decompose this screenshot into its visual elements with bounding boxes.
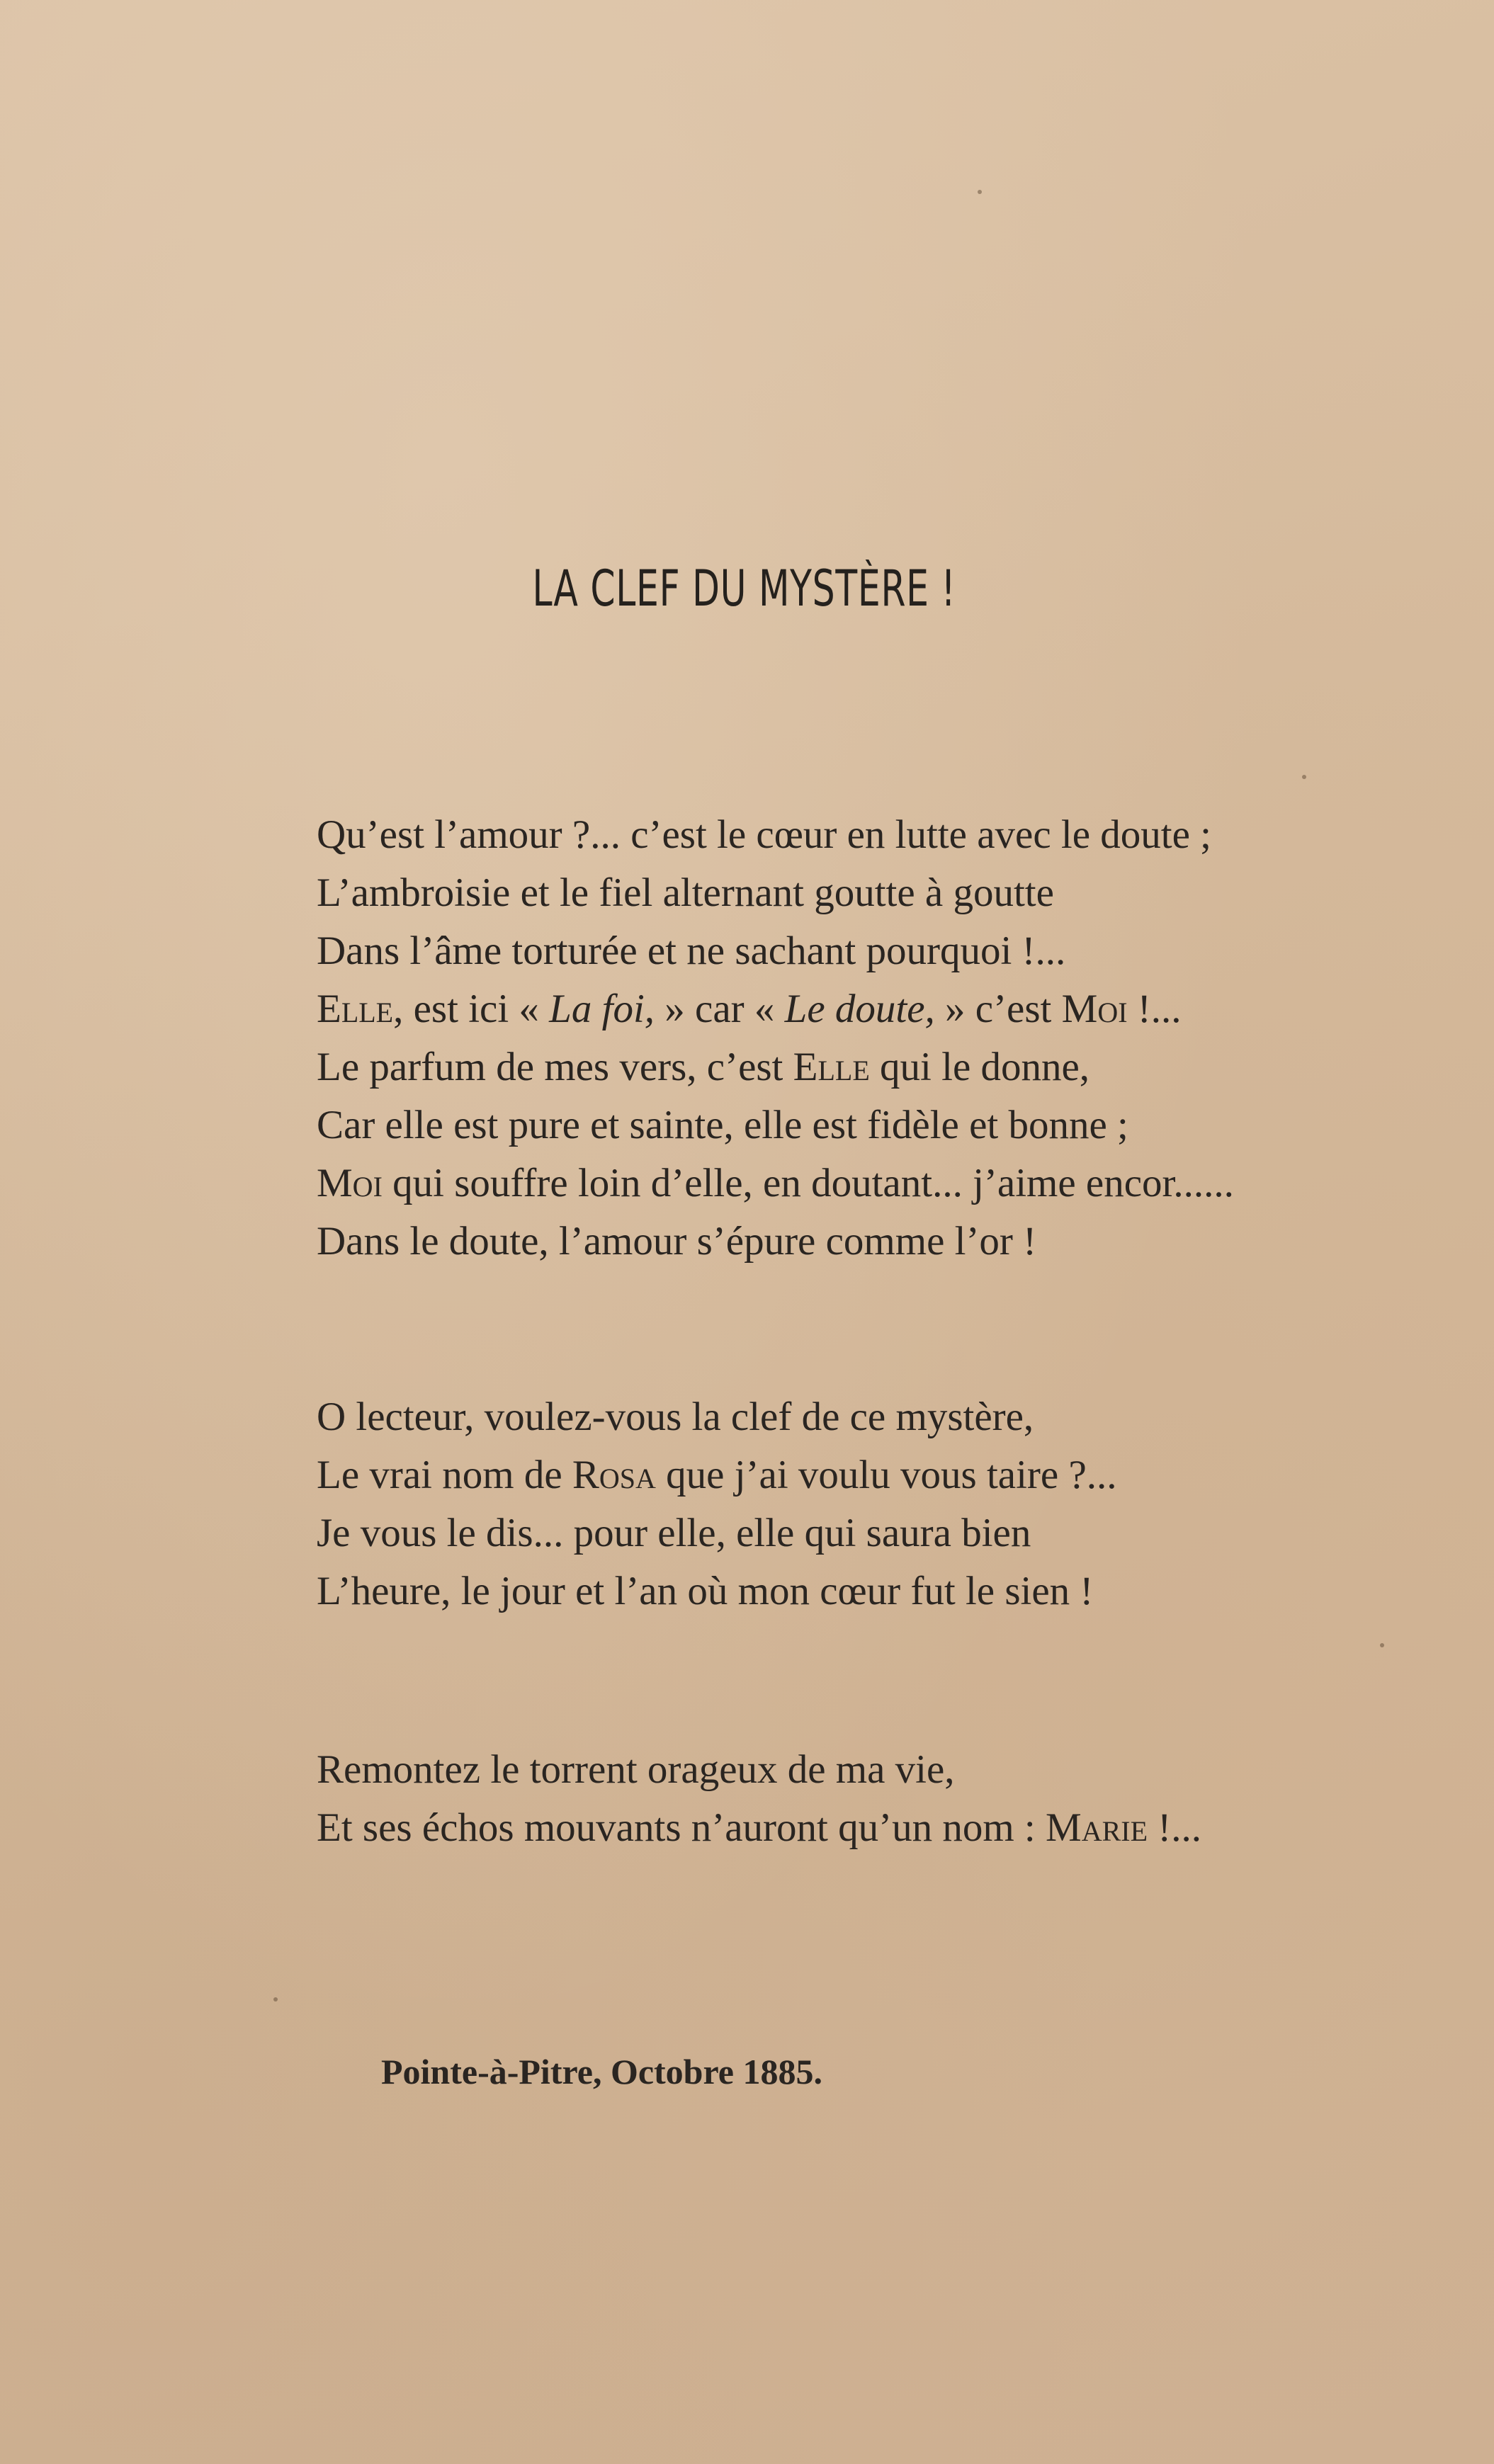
verse-line: Je vous le dis... pour elle, elle qui saura bien <box>317 1511 1031 1555</box>
verse-line: Elle, est ici « La foi, » car « Le doute, » c’est Moi !... <box>317 987 1182 1031</box>
verse-line: Qu’est l’amour ?... c’est le cœur en lutte avec le doute ; <box>317 812 1211 857</box>
italic-phrase: La foi, <box>549 987 655 1031</box>
small-caps-word: Moi <box>317 1161 383 1205</box>
poem-title: LA CLEF DU MYSTÈRE ! <box>532 560 956 618</box>
verse-line: Dans l’âme torturée et ne sachant pourquoi !... <box>317 929 1066 973</box>
verse-line: Et ses échos mouvants n’auront qu’un nom : Marie !... <box>317 1805 1202 1850</box>
verse-line: L’ambroisie et le fiel alternant goutte à goutte <box>317 870 1054 915</box>
verse-line: Le parfum de mes vers, c’est Elle qui le donne, <box>317 1045 1090 1089</box>
small-caps-word: Elle <box>793 1045 870 1089</box>
place-date-signature: Pointe-à-Pitre, Octobre 1885. <box>381 2052 822 2091</box>
stanza-2 <box>317 1388 1117 1620</box>
small-caps-word: Moi <box>1061 987 1128 1031</box>
paper-speck <box>1380 1643 1384 1647</box>
verse-line: L’heure, le jour et l’an où mon cœur fut le sien ! <box>317 1569 1094 1613</box>
small-caps-word: Rosa <box>572 1453 656 1497</box>
paper-speck <box>1302 775 1306 779</box>
verse-line: Moi qui souffre loin d’elle, en doutant... j’aime encor...... <box>317 1161 1234 1205</box>
stanza-3 <box>317 1741 1201 1857</box>
small-caps-word: Marie <box>1046 1805 1148 1850</box>
verse-line: Le vrai nom de Rosa que j’ai voulu vous taire ?... <box>317 1453 1117 1497</box>
verse-line: O lecteur, voulez-vous la clef de ce mystère, <box>317 1395 1034 1439</box>
paper-speck <box>273 1997 278 2002</box>
verse-line: Dans le doute, l’amour s’épure comme l’or ! <box>317 1219 1037 1264</box>
paper-speck <box>978 190 982 194</box>
stanza-1 <box>317 806 1234 1271</box>
verse-line: Remontez le torrent orageux de ma vie, <box>317 1747 955 1792</box>
small-caps-word: Elle <box>317 987 394 1031</box>
verse-line: Car elle est pure et sainte, elle est fidèle et bonne ; <box>317 1103 1128 1147</box>
italic-phrase: Le doute, <box>784 987 935 1031</box>
